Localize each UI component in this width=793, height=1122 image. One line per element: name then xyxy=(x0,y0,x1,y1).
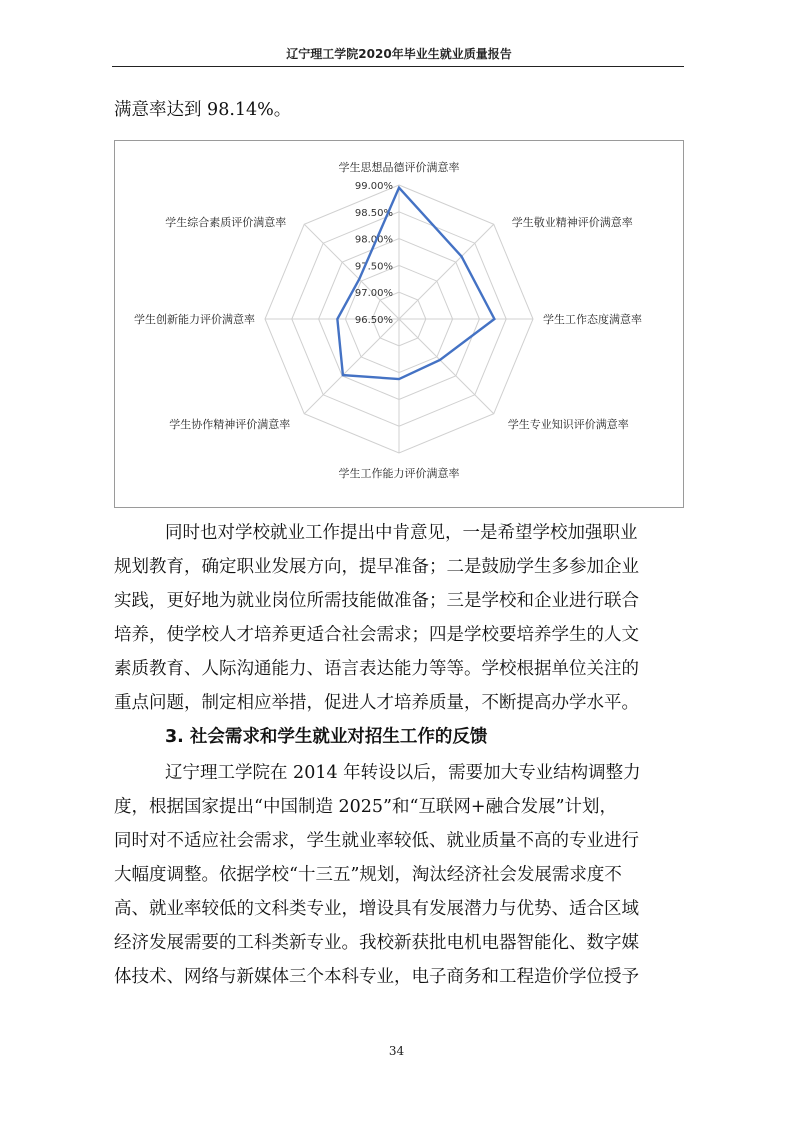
paragraph-line: 规划教育，确定职业发展方向，提早准备；二是鼓励学生多参加企业 xyxy=(114,557,639,577)
paragraph-line: 高、就业率较低的文科类专业，增设具有发展潜力与优势、适合区域 xyxy=(114,899,639,919)
paragraph-line: 素质教育、人际沟通能力、语言表达能力等等。学校根据单位关注的 xyxy=(114,659,639,679)
paragraph-line: 同时也对学校就业工作提出中肯意见，一是希望学校加强职业 xyxy=(165,523,638,543)
radar-chart xyxy=(114,140,684,508)
tick-label: 98.00% xyxy=(354,234,393,246)
paragraph-line: 度，根据国家提出“中国制造 2025”和“互联网+融合发展”计划， xyxy=(114,797,618,817)
category-label: 学生专业知识评价满意率 xyxy=(507,417,629,431)
tick-label: 97.00% xyxy=(354,288,393,300)
paragraph-line: 体技术、网络与新媒体三个本科专业，电子商务和工程造价学位授予 xyxy=(114,967,639,987)
paragraph-line: 培养，使学校人才培养更适合社会需求；四是学校要培养学生的人文 xyxy=(114,625,639,645)
category-label: 学生工作态度满意率 xyxy=(543,313,642,326)
intro-line: 满意率达到 98.14%。 xyxy=(114,100,292,120)
page-number: 34 xyxy=(388,1044,405,1058)
category-label: 学生敬业精神评价满意率 xyxy=(511,216,633,230)
tick-label: 99.00% xyxy=(354,181,393,192)
page-header: 辽宁理工学院2020年毕业生就业质量报告 xyxy=(286,47,512,61)
section-heading: 3. 社会需求和学生就业对招生工作的反馈 xyxy=(165,727,488,747)
paragraph-line: 辽宁理工学院在 2014 年转设以后，需要加大专业结构调整力 xyxy=(165,763,641,783)
tick-label: 97.50% xyxy=(354,261,393,273)
tick-label: 98.50% xyxy=(354,207,393,219)
category-label: 学生创新能力评价满意率 xyxy=(134,313,255,326)
paragraph-line: 经济发展需要的工科类新专业。我校新获批电机电器智能化、数字媒 xyxy=(114,933,639,953)
tick-label: 96.50% xyxy=(354,315,393,326)
radar-chart-svg xyxy=(115,141,683,507)
paragraph-line: 实践，更好地为就业岗位所需技能做准备；三是学校和企业进行联合 xyxy=(114,591,639,611)
category-label: 学生协作精神评价满意率 xyxy=(169,417,291,431)
paragraph-line: 同时对不适应社会需求，学生就业率较低、就业质量不高的专业进行 xyxy=(114,831,639,851)
paragraph-line: 重点问题，制定相应举措，促进人才培养质量，不断提高办学水平。 xyxy=(114,693,639,713)
header-divider xyxy=(112,66,684,67)
paragraph-line: 大幅度调整。依据学校“十三五”规划，淘汰经济社会发展需求度不 xyxy=(114,865,622,885)
category-label: 学生工作能力评价满意率 xyxy=(338,467,460,480)
category-label: 学生思想品德评价满意率 xyxy=(338,161,460,174)
category-label: 学生综合素质评价满意率 xyxy=(165,216,287,230)
